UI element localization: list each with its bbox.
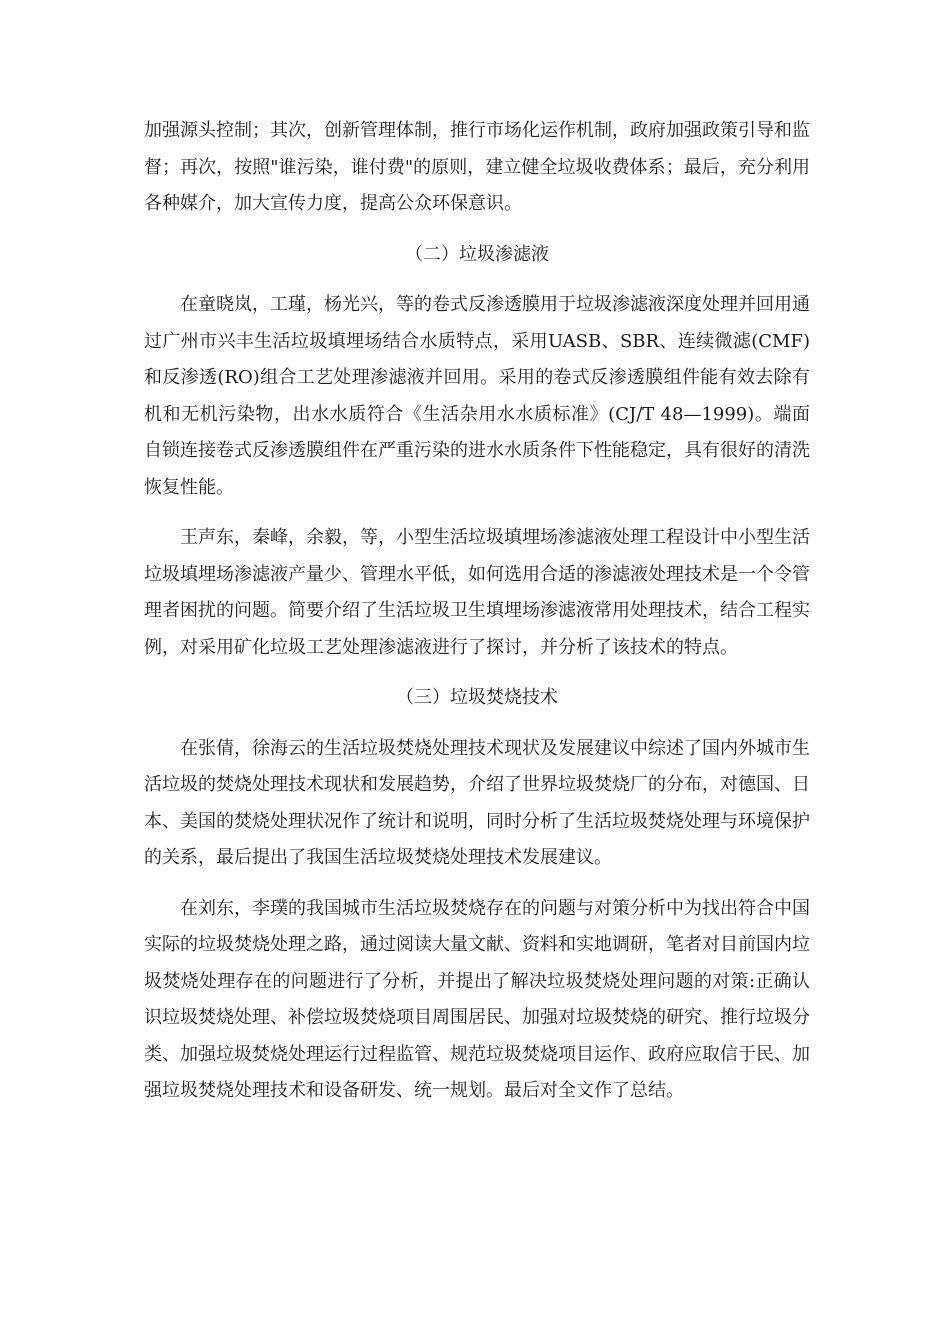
document-body [144,113,810,1110]
spacer [144,717,810,731]
section-heading-incineration: （三）垃圾焚烧技术 [396,687,558,708]
spacer [144,666,810,680]
intro-paragraph: 加强源头控制；其次，创新管理体制，推行市场化运作机制，政府加强政策引导和监督；再次，按照"谁污染，谁付费"的原则，建立健全垃圾收费体系；最后，充分利用各种媒介，加大宣传力度，提高公众环保意识。 [144,120,810,214]
spacer [144,506,810,520]
spacer [144,877,810,891]
paragraph-incineration-problems: 在刘东，李璞的我国城市生活垃圾焚烧存在的问题与对策分析中为找出符合中国实际的垃圾焚烧处理之路，通过阅读大量文献、资料和实地调研，笔者对目前国内垃圾焚烧处理存在的问题进行了分析，并提出了解决垃圾焚烧处理问题的对策:正确认识垃圾焚烧处理、补偿垃圾焚烧项目周围居民、加强对垃圾焚烧的研究、推行垃圾分类、加强垃圾焚烧处理运行过程监管、规范垃圾焚烧项目运作、政府应取信于民、加强垃圾焚烧处理技术和设备研发、统一规划。最后对全文作了总结。 [144,897,810,1101]
section-heading-leachate: （二）垃圾渗滤液 [405,243,549,265]
paragraph-incineration-status: 在张倩，徐海云的生活垃圾焚烧处理技术现状及发展建议中综述了国内外城市生活垃圾的焚烧处理技术现状和发展趋势，介绍了世界垃圾焚烧厂的分布，对德国、日本、美国的焚烧处理状况作了统计和说明，同时分析了生活垃圾焚烧处理与环境保护的关系，最后提出了我国生活垃圾焚烧处理技术发展建议。 [144,737,810,868]
paragraph-small-landfill: 王声东，秦峰，余毅，等，小型生活垃圾填埋场渗滤液处理工程设计中小型生活垃圾填埋场渗滤液产量少、管理水平低，如何选用合适的渗滤液处理技术是一个令管理者困扰的问题。简要介绍了生活垃圾卫生填埋场渗滤液常用处理技术，结合工程实例，对采用矿化垃圾工艺处理渗滤液进行了探讨，并分析了该技术的特点。 [144,527,810,658]
paragraph-ro-membrane: 在童晓岚，工瑾，杨光兴，等的卷式反渗透膜用于垃圾渗滤液深度处理并回用通过广州市兴丰生活垃圾填埋场结合水质特点，采用UASB、SBR、连续微滤(CMF)和反渗透(RO)组合工艺处理渗滤液并回用。采用的卷式反渗透膜组件能有效去除有机和无机污染物，出水水质符合《生活杂用水水质标准》(CJ/T 48—1999)。端面自锁连接卷式反渗透膜组件在严重污染的进水水质条件下性能稳定，具有很好的清洗恢复性能。 [144,294,810,498]
spacer [144,273,810,287]
spacer [144,223,810,237]
